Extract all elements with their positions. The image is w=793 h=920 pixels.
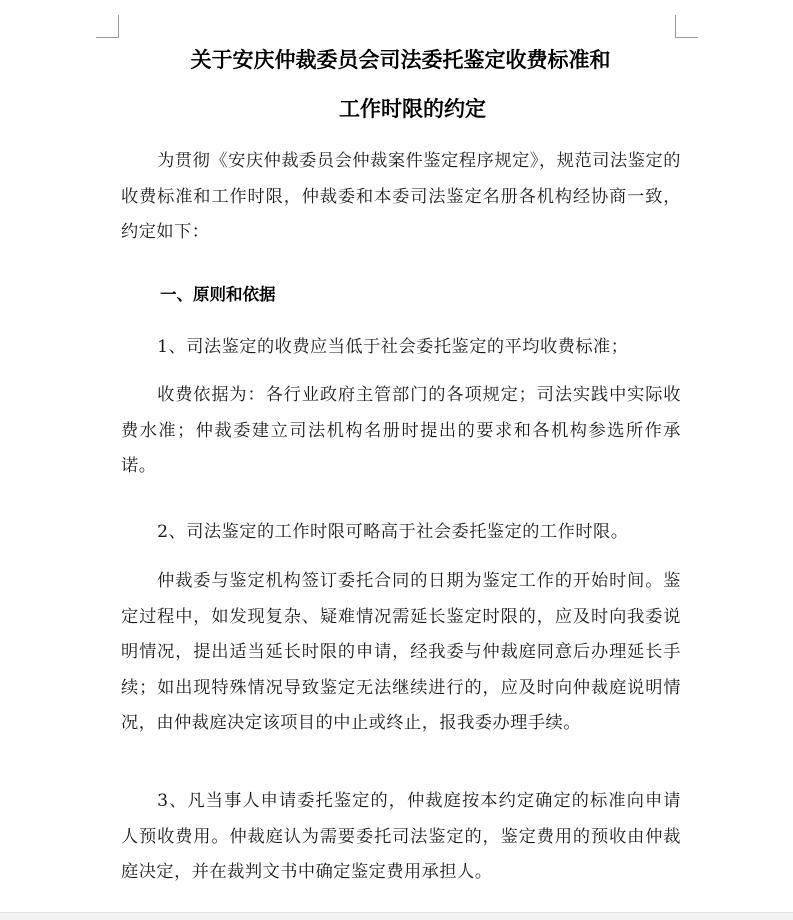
section-heading-principles: 一、原则和依据 [160,285,276,304]
document-title-line-1: 关于安庆仲裁委员会司法委托鉴定收费标准和 [190,48,611,72]
margin-corner-mark-right [675,15,698,38]
page-bottom-edge [0,912,793,920]
document-title-line-2: 工作时限的约定 [339,97,486,121]
start-time-paragraph: 仲裁委与鉴定机构签订委托合同的日期为鉴定工作的开始时间。鉴定过程中，如发现复杂、疑难情况需延长鉴定时限的，应及时向我委说明情况，提出适当延长时限的申请，经我委与仲裁庭同意后办理延长手续；如出现特殊情况导致鉴定无法继续进行的，应及时向仲裁庭说明情况，由仲裁庭决定该项目的中止或终止，报我委办理手续。 [121,571,681,733]
fee-basis-paragraph: 收费依据为：各行业政府主管部门的各项规定；司法实践中实际收费水准；仲裁委建立司法机构名册时提出的要求和各机构参选所作承诺。 [121,385,681,476]
margin-corner-mark-left [96,15,119,38]
item-1-paragraph: 1、司法鉴定的收费应当低于社会委托鉴定的平均收费标准； [157,337,629,357]
item-3-paragraph: 3、凡当事人申请委托鉴定的，仲裁庭按本约定确定的标准向申请人预收费用。仲裁庭认为需要委托司法鉴定的，鉴定费用的预收由仲裁庭决定，并在裁判文书中确定鉴定费用承担人。 [121,791,681,882]
item-2-paragraph: 2、司法鉴定的工作时限可略高于社会委托鉴定的工作时限。 [157,522,629,542]
intro-paragraph: 为贯彻《安庆仲裁委员会仲裁案件鉴定程序规定》，规范司法鉴定的收费标准和工作时限，仲裁委和本委司法鉴定名册各机构经协商一致，约定如下： [121,151,681,242]
